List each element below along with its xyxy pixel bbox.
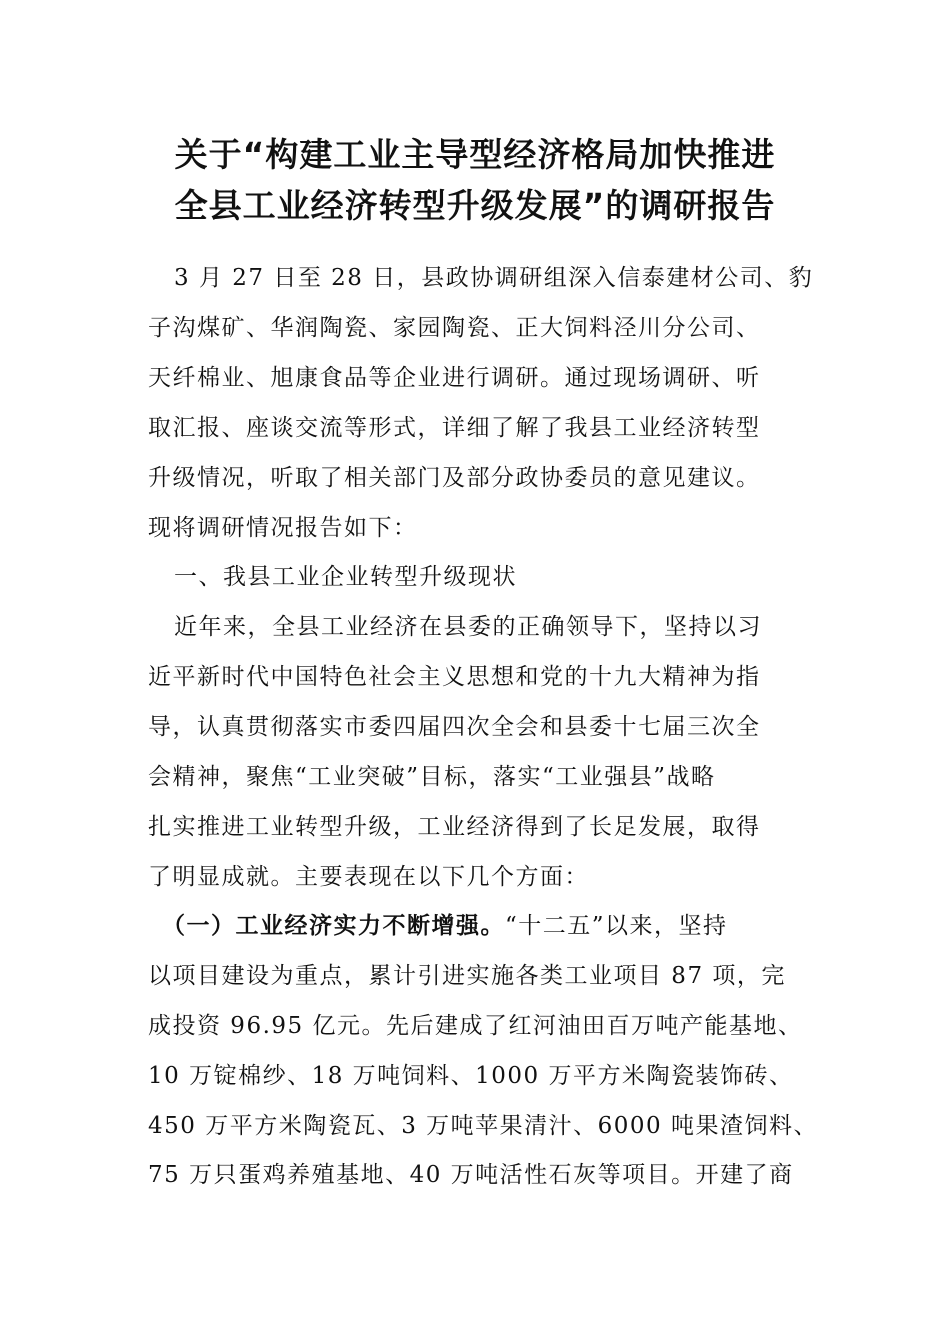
subsection-1-heading: （一）工业经济实力不断增强。 (162, 912, 505, 939)
subsection-1-line-3: 成投资 96.95 亿元。先后建成了红河油田百万吨产能基地、 (148, 1013, 803, 1039)
document-title-line-1: 关于“构建工业主导型经济格局加快推进 (174, 135, 776, 174)
subsection-1-first-line (162, 906, 728, 946)
subsection-1-line-2: 以项目建设为重点，累计引进实施各类工业项目 87 项，完 (148, 963, 786, 989)
subsection-1-line-5: 450 万平方米陶瓷瓦、3 万吨苹果清汁、6000 吨果渣饲料、 (148, 1113, 818, 1139)
section-1-line-3: 导，认真贯彻落实市委四届四次全会和县委十七届三次全 (148, 714, 761, 740)
section-1-line-1: 近年来，全县工业经济在县委的正确领导下，坚持以习 (174, 614, 762, 640)
subsection-1-first-line-text: “十二五”以来，坚持 (505, 913, 728, 939)
subsection-1-line-4: 10 万锭棉纱、18 万吨饲料、1000 万平方米陶瓷装饰砖、 (148, 1063, 794, 1089)
intro-line-1: 3 月 27 日至 28 日，县政协调研组深入信泰建材公司、豹 (174, 265, 814, 291)
section-1-line-2: 近平新时代中国特色社会主义思想和党的十九大精神为指 (148, 664, 761, 690)
section-1-line-4: 会精神，聚焦“工业突破”目标，落实“工业强县”战略 (148, 764, 716, 790)
document-title-line-2: 全县工业经济转型升级发展”的调研报告 (174, 186, 776, 225)
section-1-line-6: 了明显成就。主要表现在以下几个方面： (148, 864, 589, 890)
intro-line-4: 取汇报、座谈交流等形式，详细了解了我县工业经济转型 (148, 415, 761, 441)
intro-line-3: 天纤棉业、旭康食品等企业进行调研。通过现场调研、听 (148, 365, 761, 391)
intro-line-2: 子沟煤矿、华润陶瓷、家园陶瓷、正大饲料泾川分公司、 (148, 315, 761, 341)
intro-line-5: 升级情况，听取了相关部门及部分政协委员的意见建议。 (148, 465, 761, 491)
intro-line-6: 现将调研情况报告如下： (148, 515, 418, 541)
subsection-1-line-6: 75 万只蛋鸡养殖基地、40 万吨活性石灰等项目。开建了商 (148, 1162, 794, 1188)
section-1-line-5: 扎实推进工业转型升级，工业经济得到了长足发展，取得 (148, 814, 761, 840)
section-1-heading: 一、我县工业企业转型升级现状 (174, 564, 517, 590)
